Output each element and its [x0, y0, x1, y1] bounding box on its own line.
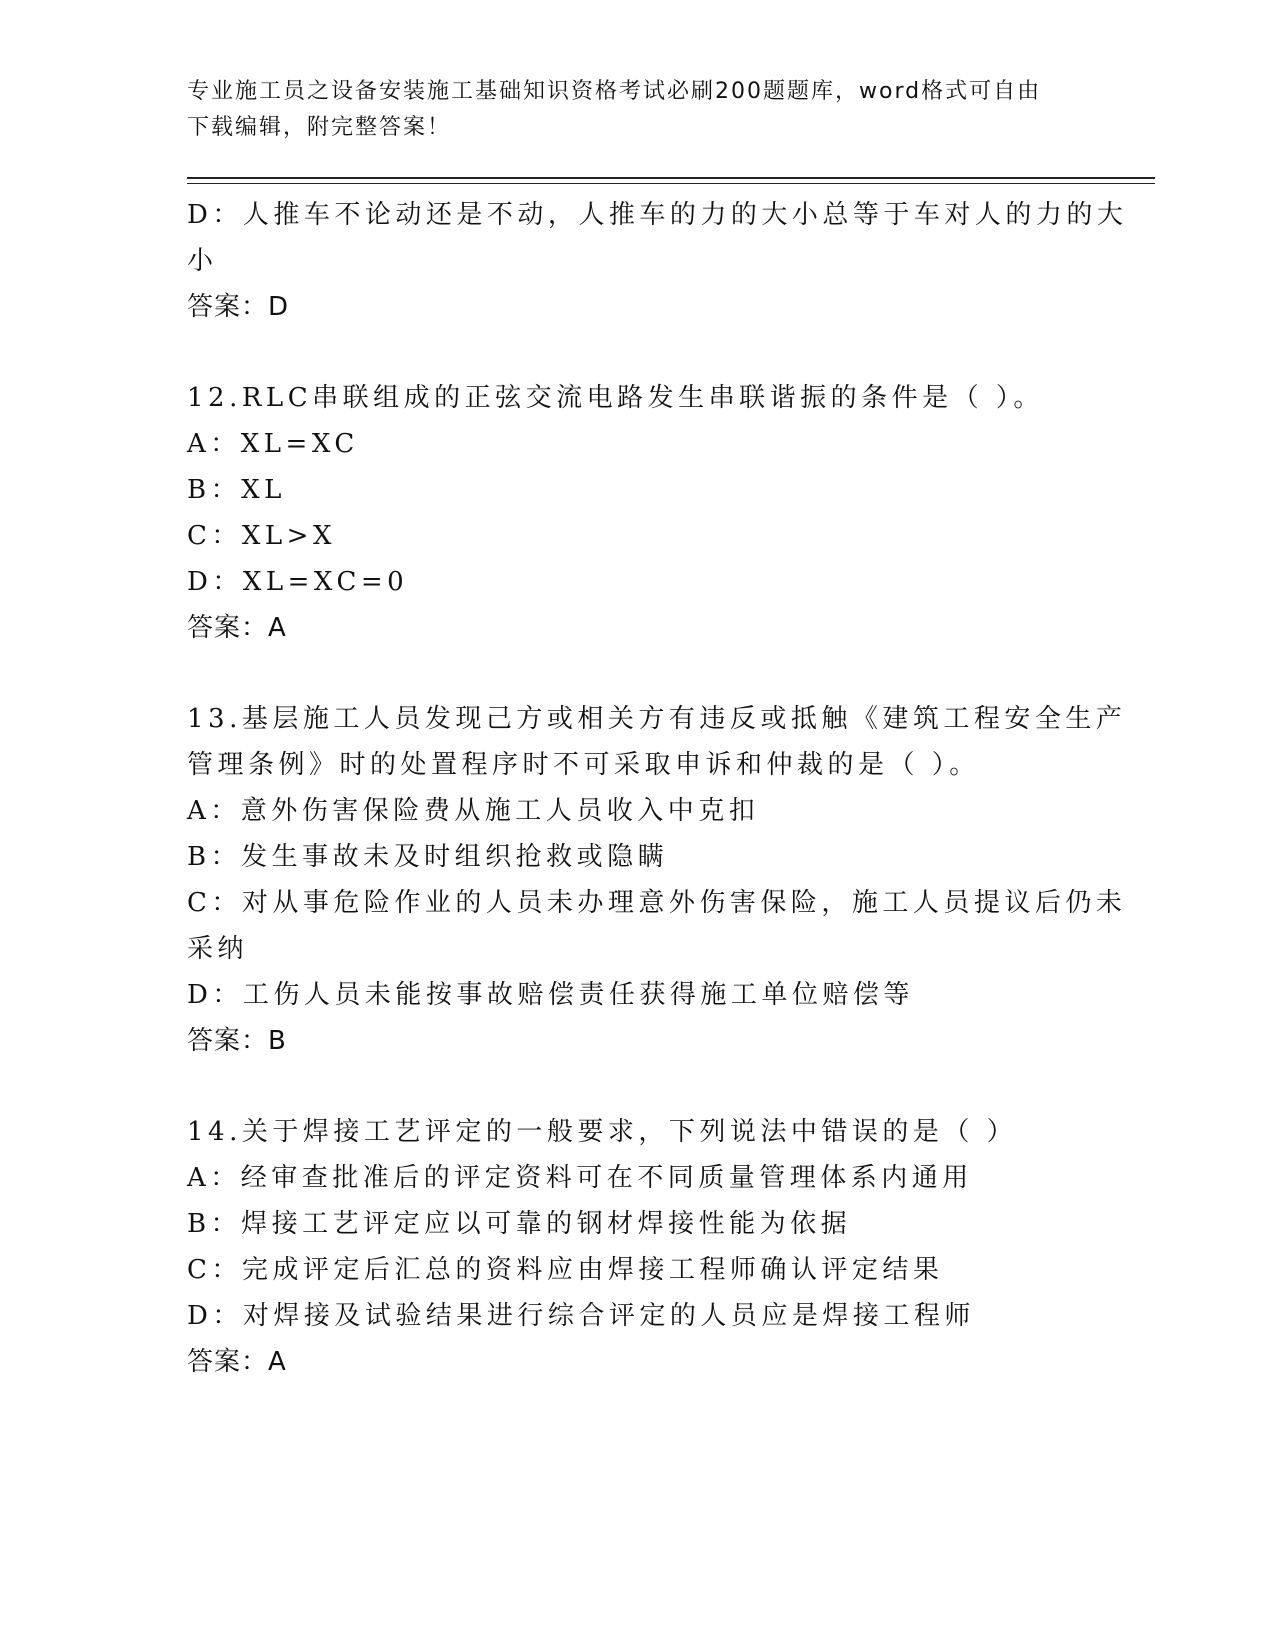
answer-line: 答案：D — [187, 292, 290, 322]
answer-line: 答案：B — [187, 1026, 287, 1056]
spacer — [187, 651, 1087, 696]
option-d-line: 小 — [187, 246, 218, 276]
header-title-line-2: 下载编辑，附完整答案！ — [187, 115, 452, 140]
option-a: A：XL=XC — [187, 429, 359, 459]
answer-line: 答案：A — [187, 1347, 287, 1377]
header-divider-top — [187, 177, 1155, 179]
option-a: A：意外伤害保险费从施工人员收入中克扣 — [187, 796, 760, 826]
question-14 — [187, 1109, 1087, 1385]
option-c: C：对从事危险作业的人员未办理意外伤害保险，施工人员提议后仍未 — [187, 888, 1127, 918]
option-c: 采纳 — [187, 934, 249, 964]
option-d-line: D：人推车不论动还是不动，人推车的力的大小总等于车对人的力的大 — [187, 200, 1128, 230]
spacer — [187, 1064, 1087, 1109]
previous-question-tail — [187, 192, 1128, 330]
document-body — [187, 192, 1128, 1385]
option-d: D：对焊接及试验结果进行综合评定的人员应是焊接工程师 — [187, 1301, 975, 1331]
option-b: B：XL — [187, 475, 286, 505]
document-header — [187, 74, 1087, 146]
option-d: D：工伤人员未能按事故赔偿责任获得施工单位赔偿等 — [187, 980, 914, 1010]
question-13 — [187, 696, 1127, 1064]
answer-line: 答案：A — [187, 613, 287, 643]
option-d: D：XL=XC=0 — [187, 567, 409, 597]
option-a: A：经审查批准后的评定资料可在不同质量管理体系内通用 — [187, 1163, 973, 1193]
question-12 — [187, 375, 1087, 651]
header-title-line-1: 专业施工员之设备安装施工基础知识资格考试必刷200题题库，word格式可自由 — [187, 79, 1042, 104]
option-b: B：焊接工艺评定应以可靠的钢材焊接性能为依据 — [187, 1209, 852, 1239]
option-c: C：完成评定后汇总的资料应由焊接工程师确认评定结果 — [187, 1255, 944, 1285]
spacer — [187, 330, 1087, 375]
question-stem: 13.基层施工人员发现己方或相关方有违反或抵触《建筑工程安全生产 — [187, 704, 1127, 734]
header-divider-bottom — [187, 183, 1155, 184]
option-c: C：XL>X — [187, 521, 336, 551]
question-stem: 12.RLC串联组成的正弦交流电路发生串联谐振的条件是（ ）。 — [187, 383, 1044, 413]
question-stem: 管理条例》时的处置程序时不可采取申诉和仲裁的是（ ）。 — [187, 750, 980, 780]
option-b: B：发生事故未及时组织抢救或隐瞒 — [187, 842, 669, 872]
question-stem: 14.关于焊接工艺评定的一般要求，下列说法中错误的是（ ） — [187, 1117, 1018, 1147]
